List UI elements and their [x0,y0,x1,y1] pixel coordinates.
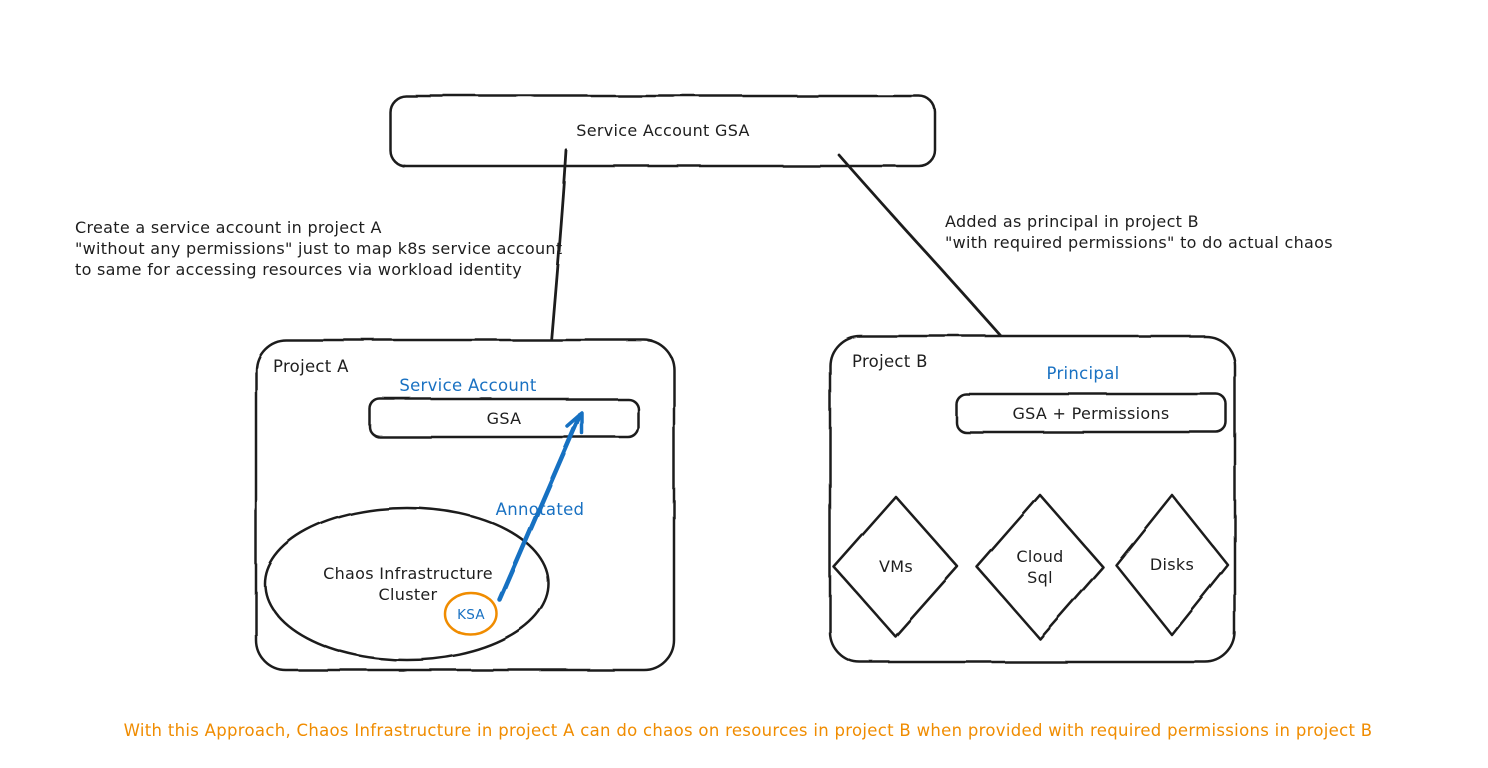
right-note-line2: "with required permissions" to do actual chaos [945,233,1333,252]
left-note-line2: "without any permissions" just to map k8s service account [75,239,563,258]
service-account-label: Service Account [399,376,537,395]
footer-summary: With this Approach, Chaos Infrastructure in project A can do chaos on resources in project B when provided with required permissions in project B [123,721,1373,740]
disks-label: Disks [1149,555,1195,574]
right-note-line1: Added as principal in project B [945,212,1199,231]
ksa-label: KSA [457,607,485,623]
vms-label: VMs [879,557,913,576]
project-a-gsa-label: GSA [486,409,522,428]
chaos-cluster-label-line1: Chaos Infrastructure [323,564,493,583]
left-note-line3: to same for accessing resources via workload identity [75,260,523,279]
project-b-gsa-permissions-label: GSA + Permissions [1012,404,1170,423]
annotated-label: Annotated [495,500,585,519]
left-note-line1: Create a service account in project A [75,218,382,237]
project-a-title: Project A [273,357,349,376]
service-account-gsa-label: Service Account GSA [576,121,750,140]
chaos-cluster-label-line2: Cluster [378,585,438,604]
left-note [75,218,562,279]
principal-label: Principal [1046,364,1120,383]
right-note [945,212,1333,252]
project-b-title: Project B [852,352,928,371]
cloud-sql-label-line2: Sql [1027,568,1053,587]
cloud-sql-label-line1: Cloud [1016,547,1064,566]
